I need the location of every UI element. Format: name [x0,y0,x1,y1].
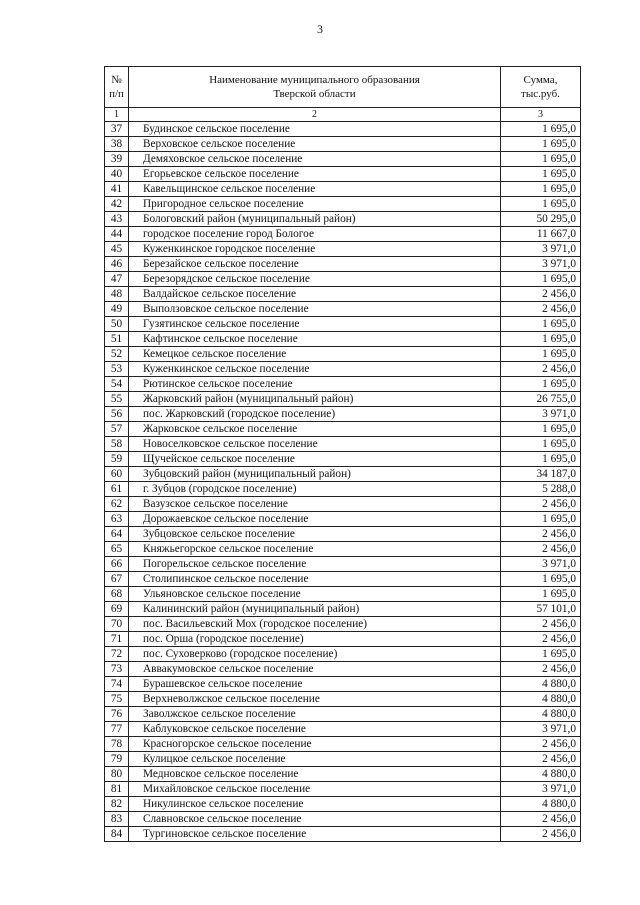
row-number: 44 [105,227,129,242]
row-sum: 2 456,0 [501,662,581,677]
table-row [105,752,581,767]
row-sum: 1 695,0 [501,122,581,137]
row-name: г. Зубцов (городское поселение) [129,482,501,497]
row-number: 40 [105,167,129,182]
table-row [105,617,581,632]
table-row [105,362,581,377]
row-sum: 11 667,0 [501,227,581,242]
row-name: Куженкинское городское поселение [129,242,501,257]
table-row [105,512,581,527]
row-name: Кемецкое сельское поселение [129,347,501,362]
row-sum: 2 456,0 [501,287,581,302]
row-name: Демяховское сельское поселение [129,152,501,167]
table-row [105,197,581,212]
header-number: № п/п [105,67,129,108]
table-row [105,167,581,182]
row-sum: 1 695,0 [501,167,581,182]
row-sum: 3 971,0 [501,722,581,737]
table-row [105,647,581,662]
row-number: 55 [105,392,129,407]
row-number: 48 [105,287,129,302]
row-number: 72 [105,647,129,662]
row-sum: 2 456,0 [501,737,581,752]
table-row [105,677,581,692]
row-name: Выползовское сельское поселение [129,302,501,317]
row-number: 68 [105,587,129,602]
row-name: пос. Орша (городское поселение) [129,632,501,647]
table-row [105,332,581,347]
row-sum: 1 695,0 [501,587,581,602]
row-sum: 1 695,0 [501,422,581,437]
row-sum: 1 695,0 [501,272,581,287]
row-number: 83 [105,812,129,827]
row-name: Березорядское сельское поселение [129,272,501,287]
row-sum: 4 880,0 [501,692,581,707]
row-name: Вазузское сельское поселение [129,497,501,512]
table-row [105,152,581,167]
row-name: Заволжское сельское поселение [129,707,501,722]
table-row [105,737,581,752]
row-sum: 50 295,0 [501,212,581,227]
column-index: 2 [129,108,501,122]
row-sum: 2 456,0 [501,617,581,632]
row-name: Дорожаевское сельское поселение [129,512,501,527]
row-sum: 1 695,0 [501,647,581,662]
row-sum: 1 695,0 [501,332,581,347]
row-name: Гузятинское сельское поселение [129,317,501,332]
row-sum: 26 755,0 [501,392,581,407]
table-row [105,212,581,227]
row-number: 64 [105,527,129,542]
header-name: Наименование муниципального образования Тверской области [129,67,501,108]
row-number: 81 [105,782,129,797]
column-index: 1 [105,108,129,122]
page-number: 3 [317,22,323,36]
table-row [105,572,581,587]
row-number: 65 [105,542,129,557]
row-number: 58 [105,437,129,452]
table-row [105,662,581,677]
table-row [105,392,581,407]
column-index: 3 [501,108,581,122]
row-sum: 2 456,0 [501,752,581,767]
row-number: 79 [105,752,129,767]
row-name: Бологовский район (муниципальный район) [129,212,501,227]
table-row [105,557,581,572]
table-row [105,407,581,422]
table-row [105,527,581,542]
row-sum: 1 695,0 [501,377,581,392]
row-sum: 2 456,0 [501,542,581,557]
row-number: 46 [105,257,129,272]
row-sum: 1 695,0 [501,197,581,212]
row-name: Верхневолжское сельское поселение [129,692,501,707]
row-number: 84 [105,827,129,842]
table-row [105,227,581,242]
row-name: городское поселение город Бологое [129,227,501,242]
row-sum: 2 456,0 [501,362,581,377]
table-row [105,317,581,332]
row-number: 67 [105,572,129,587]
row-number: 45 [105,242,129,257]
row-number: 41 [105,182,129,197]
row-name: Щучейское сельское поселение [129,452,501,467]
row-name: Будинское сельское поселение [129,122,501,137]
row-number: 61 [105,482,129,497]
table-row [105,272,581,287]
row-name: Тургиновское сельское поселение [129,827,501,842]
row-number: 63 [105,512,129,527]
row-number: 54 [105,377,129,392]
row-sum: 34 187,0 [501,467,581,482]
table-row [105,707,581,722]
row-number: 56 [105,407,129,422]
table-row [105,377,581,392]
row-number: 43 [105,212,129,227]
table-row [105,422,581,437]
row-name: Зубцовское сельское поселение [129,527,501,542]
row-number: 51 [105,332,129,347]
row-number: 62 [105,497,129,512]
table-row [105,452,581,467]
row-sum: 2 456,0 [501,812,581,827]
table-row [105,692,581,707]
row-name: Кавельщинское сельское поселение [129,182,501,197]
row-name: Каблуковское сельское поселение [129,722,501,737]
row-number: 69 [105,602,129,617]
row-name: Кафтинское сельское поселение [129,332,501,347]
row-sum: 3 971,0 [501,407,581,422]
table-row [105,722,581,737]
row-name: Михайловское сельское поселение [129,782,501,797]
row-number: 70 [105,617,129,632]
row-sum: 3 971,0 [501,257,581,272]
table-header-row [105,67,581,108]
table-row [105,287,581,302]
row-sum: 4 880,0 [501,767,581,782]
row-sum: 4 880,0 [501,707,581,722]
table-row [105,497,581,512]
row-number: 42 [105,197,129,212]
row-sum: 4 880,0 [501,677,581,692]
row-sum: 1 695,0 [501,347,581,362]
table-row [105,542,581,557]
row-sum: 2 456,0 [501,827,581,842]
table-row [105,797,581,812]
row-number: 78 [105,737,129,752]
row-sum: 2 456,0 [501,632,581,647]
row-sum: 5 288,0 [501,482,581,497]
row-number: 74 [105,677,129,692]
row-number: 60 [105,467,129,482]
row-name: Егорьевское сельское поселение [129,167,501,182]
row-number: 75 [105,692,129,707]
row-name: Калининский район (муниципальный район) [129,602,501,617]
table-row [105,257,581,272]
table-row [105,782,581,797]
row-name: Березайское сельское поселение [129,257,501,272]
row-number: 50 [105,317,129,332]
row-sum: 2 456,0 [501,527,581,542]
row-name: Рютинское сельское поселение [129,377,501,392]
row-name: Славновское сельское поселение [129,812,501,827]
table-row [105,437,581,452]
row-sum: 2 456,0 [501,497,581,512]
row-name: Куженкинское сельское поселение [129,362,501,377]
row-name: пос. Жарковский (городское поселение) [129,407,501,422]
row-name: Жарковское сельское поселение [129,422,501,437]
table-row [105,767,581,782]
row-sum: 1 695,0 [501,572,581,587]
row-sum: 3 971,0 [501,557,581,572]
header-sum: Сумма, тыс.руб. [501,67,581,108]
row-number: 76 [105,707,129,722]
row-name: Столипинское сельское поселение [129,572,501,587]
table-row [105,302,581,317]
row-sum: 4 880,0 [501,797,581,812]
row-sum: 1 695,0 [501,182,581,197]
table-row [105,242,581,257]
row-name: Жарковский район (муниципальный район) [129,392,501,407]
row-name: Новоселковское сельское поселение [129,437,501,452]
row-name: Зубцовский район (муниципальный район) [129,467,501,482]
table-row [105,602,581,617]
row-number: 82 [105,797,129,812]
row-number: 49 [105,302,129,317]
row-name: Пригородное сельское поселение [129,197,501,212]
table-row [105,347,581,362]
row-sum: 3 971,0 [501,782,581,797]
table-row [105,632,581,647]
table-row [105,812,581,827]
row-number: 47 [105,272,129,287]
row-sum: 1 695,0 [501,317,581,332]
row-name: Бурашевское сельское поселение [129,677,501,692]
row-name: Ульяновское сельское поселение [129,587,501,602]
row-sum: 1 695,0 [501,452,581,467]
row-name: Верховское сельское поселение [129,137,501,152]
row-sum: 57 101,0 [501,602,581,617]
table-row [105,482,581,497]
row-sum: 1 695,0 [501,437,581,452]
table-body [105,122,581,842]
row-sum: 2 456,0 [501,302,581,317]
table-row [105,137,581,152]
row-number: 53 [105,362,129,377]
row-number: 59 [105,452,129,467]
row-name: Валдайское сельское поселение [129,287,501,302]
row-number: 66 [105,557,129,572]
table-row [105,467,581,482]
row-number: 71 [105,632,129,647]
row-name: Красногорское сельское поселение [129,737,501,752]
row-name: Погорельское сельское поселение [129,557,501,572]
row-name: Княжьегорское сельское поселение [129,542,501,557]
row-sum: 1 695,0 [501,137,581,152]
table-row [105,587,581,602]
row-number: 37 [105,122,129,137]
row-name: Аввакумовское сельское поселение [129,662,501,677]
row-sum: 3 971,0 [501,242,581,257]
table-row [105,122,581,137]
row-number: 73 [105,662,129,677]
row-number: 39 [105,152,129,167]
row-name: пос. Суховерково (городское поселение) [129,647,501,662]
row-name: Медновское сельское поселение [129,767,501,782]
table-row [105,182,581,197]
row-name: Кулицкое сельское поселение [129,752,501,767]
row-sum: 1 695,0 [501,152,581,167]
row-number: 57 [105,422,129,437]
row-name: Никулинское сельское поселение [129,797,501,812]
row-number: 38 [105,137,129,152]
row-number: 77 [105,722,129,737]
row-number: 80 [105,767,129,782]
row-number: 52 [105,347,129,362]
table-row [105,827,581,842]
row-sum: 1 695,0 [501,512,581,527]
row-name: пос. Васильевский Мох (городское поселение) [129,617,501,632]
column-index-row [105,108,581,122]
budget-table [104,66,581,842]
